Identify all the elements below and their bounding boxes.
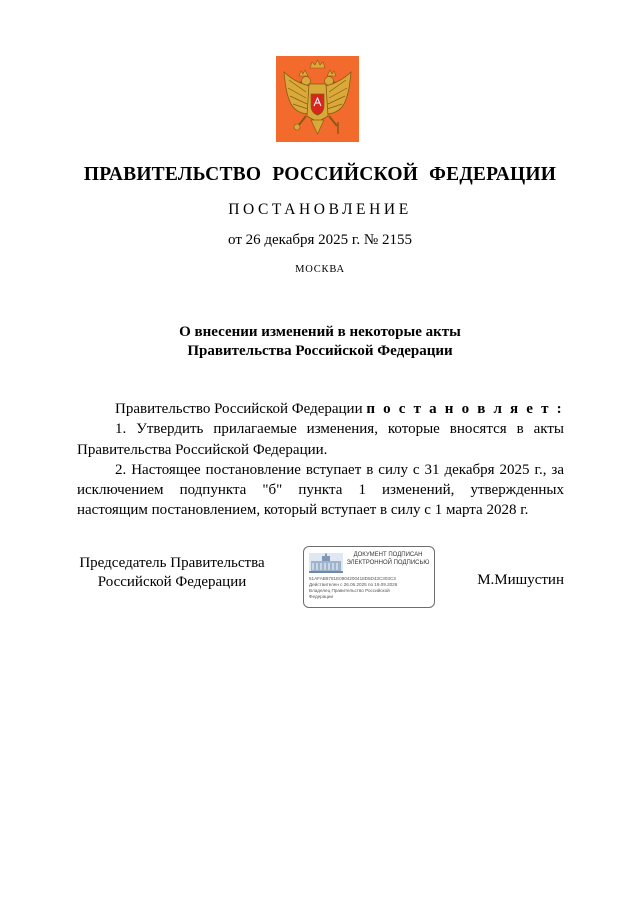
government-building-icon (309, 553, 343, 573)
document-date-number: от 26 декабря 2025 г. № 2155 (228, 232, 412, 248)
signer-title-line-1: Председатель Правительства (79, 555, 265, 571)
signer-title (77, 554, 267, 592)
stamp-owner-line-1: Владелец Правительство Российской (309, 588, 390, 593)
document-type: ПОСТАНОВЛЕНИЕ (228, 201, 412, 218)
signer-title-line-2: Российской Федерации (97, 574, 247, 590)
stamp-owner-line-2: Федерации (309, 594, 334, 599)
document-subject (0, 323, 640, 361)
item-2-paragraph: 2. Настоящее постановление вступает в силу с 31 декабря 2025 г., за исключением подпункта "б" пункта 1 изменений, утвержденных настоящим постановлением, который вступает в силу с 1 марта 2028 г. (77, 461, 564, 519)
stamp-validity: Действителен с 26.06.2025 по 19.09.2026 (309, 582, 398, 587)
government-title: ПРАВИТЕЛЬСТВО РОССИЙСКОЙ ФЕДЕРАЦИИ (83, 164, 557, 185)
subject-line-2: Правительства Российской Федерации (187, 343, 453, 359)
preamble-paragraph (77, 399, 564, 419)
subject-line-1: О внесении изменений в некоторые акты (179, 324, 461, 340)
decree-word: п о с т а н о в л я е т : (366, 401, 564, 417)
signer-name: М.Мишустин (477, 572, 564, 588)
item-1-paragraph: 1. Утвердить прилагаемые изменения, которые вносятся в акты Правительства Российской Федерации. (77, 421, 564, 458)
electronic-signature-stamp (303, 546, 435, 608)
russian-coat-of-arms-icon (276, 56, 359, 142)
document-city: МОСКВА (295, 264, 345, 275)
stamp-heading (344, 552, 432, 567)
coat-of-arms-emblem (276, 56, 359, 142)
stamp-details (309, 576, 433, 600)
document-body (77, 399, 564, 521)
stamp-heading-line-2: ЭЛЕКТРОННОЙ ПОДПИСЬЮ (346, 559, 430, 566)
stamp-certificate: 51AFAB8781E0904200418D5D43C303C3 (309, 576, 396, 581)
stamp-heading-line-1: ДОКУМЕНТ ПОДПИСАН (353, 552, 423, 558)
preamble-text: Правительство Российской Федерации (115, 401, 363, 417)
